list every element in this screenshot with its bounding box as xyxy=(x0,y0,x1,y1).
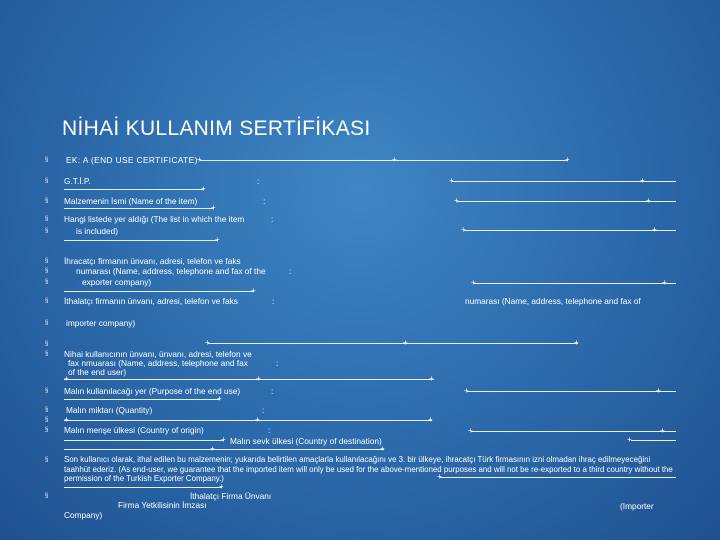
origin-label: Malın menşe ülkesi (Country of origin) xyxy=(64,425,204,435)
exporter-label-cont: exporter company) xyxy=(82,277,152,287)
bullet: § xyxy=(45,157,49,163)
plus-mark: + xyxy=(471,278,476,287)
importer-paren-label: (Importer xyxy=(620,501,654,511)
plus-mark: + xyxy=(646,196,651,205)
plus-mark: + xyxy=(219,482,224,491)
bullet: § xyxy=(45,407,49,413)
fill-line xyxy=(64,420,432,421)
declaration-text: Son kullanıcı olarak, ithal edilen bu malzemenin; yukarıda belirtilen amaçlarla kullanılacağını ve 3. bir ülkeye, ihracatçı Türk firmasının izni olmadan ihraç edilmeyeceğini taahhüt ederiz. (As end-user, we guarantee that the imported item will only be used for the above-mentioned purposes and will not be re-exported to a third country without the permission of the Turkish Exporter Company.) xyxy=(64,455,673,484)
item-name-label: Malzemenin İsmi (Name of the item) xyxy=(64,196,198,206)
bullet: § xyxy=(45,493,49,499)
colon: : xyxy=(271,386,274,396)
bullet: § xyxy=(45,279,49,285)
bullet: § xyxy=(45,298,49,304)
end-user-label-cont: fax nmuarası (Name, address, telephone and fax xyxy=(68,358,248,368)
plus-mark: + xyxy=(464,386,469,395)
plus-mark: + xyxy=(627,435,632,444)
fill-line xyxy=(200,160,568,161)
fill-line xyxy=(64,208,214,209)
fill-line xyxy=(64,440,224,441)
gtip-label: G.T.İ.P. xyxy=(64,176,91,186)
colon: : xyxy=(272,296,275,306)
plus-mark: + xyxy=(468,426,473,435)
fill-line xyxy=(464,230,676,231)
destination-label: Malın sevk ülkesi (Country of destination) xyxy=(230,436,382,446)
colon: : xyxy=(263,196,266,206)
slide-title: NİHAİ KULLANIM SERTİFİKASI xyxy=(62,117,371,140)
plus-mark: + xyxy=(437,472,442,481)
colon: : xyxy=(289,266,292,276)
importer-label-cont: importer company) xyxy=(66,318,136,328)
plus-mark: + xyxy=(565,155,570,164)
company-paren-label: Company) xyxy=(64,510,103,520)
fill-line xyxy=(440,477,676,478)
plus-mark: + xyxy=(205,338,210,347)
fill-line xyxy=(64,399,220,400)
plus-mark: + xyxy=(656,386,661,395)
bullet: § xyxy=(45,457,49,463)
fill-line xyxy=(64,449,384,450)
fill-line xyxy=(457,201,676,202)
fill-line xyxy=(64,487,222,488)
plus-mark: + xyxy=(660,426,665,435)
plus-mark: + xyxy=(197,155,202,164)
importer-label-right: numarası (Name, address, telephone and fax of xyxy=(465,296,641,306)
bullet: § xyxy=(45,198,49,204)
plus-mark: + xyxy=(64,415,69,424)
fill-line xyxy=(467,391,676,392)
signature-label: Firma Yetkilisinin İmzası xyxy=(118,500,207,510)
exporter-label: İhracatçı firmanın ünvanı, adresi, telefon ve faks xyxy=(64,256,241,266)
plus-mark: + xyxy=(64,374,69,383)
bullet: § xyxy=(45,351,49,357)
plus-mark: + xyxy=(221,435,226,444)
plus-mark: + xyxy=(403,338,408,347)
plus-mark: + xyxy=(652,225,657,234)
fill-line xyxy=(64,240,218,241)
list-label: Hangi listede yer aldığı (The list in which the item xyxy=(64,214,245,224)
bullet: § xyxy=(45,427,49,433)
plus-mark: + xyxy=(217,394,222,403)
bullet: § xyxy=(45,417,49,423)
bullet: § xyxy=(45,268,49,274)
plus-mark: + xyxy=(251,286,256,295)
fill-line xyxy=(631,440,676,441)
fill-line xyxy=(64,189,204,190)
bullet: § xyxy=(45,320,49,326)
plus-mark: + xyxy=(429,374,434,383)
plus-mark: + xyxy=(211,203,216,212)
colon: : xyxy=(257,176,260,186)
exporter-label-cont: numarası (Name, address, telephone and fax of the xyxy=(76,266,266,276)
plus-mark: + xyxy=(461,225,466,234)
fill-line xyxy=(208,343,578,344)
plus-mark: + xyxy=(255,415,260,424)
list-label-cont: is included) xyxy=(76,226,118,236)
ek-label: EK: A (END USE CERTIFICATE) xyxy=(66,155,198,165)
plus-mark: + xyxy=(662,278,667,287)
plus-mark: + xyxy=(256,374,261,383)
bullet: § xyxy=(45,178,49,184)
plus-mark: + xyxy=(640,176,645,185)
plus-mark: + xyxy=(392,155,397,164)
bullet: § xyxy=(45,216,49,222)
plus-mark: + xyxy=(454,196,459,205)
end-user-label-cont: of the end user) xyxy=(68,367,127,377)
plus-mark: + xyxy=(428,415,433,424)
end-user-label: Nihai kullanıcının ünvanı, ünvanı, adresi, telefon ve xyxy=(64,349,252,359)
fill-line xyxy=(64,291,254,292)
plus-mark: + xyxy=(449,176,454,185)
fill-line xyxy=(474,283,676,284)
colon: : xyxy=(276,358,279,368)
fill-line xyxy=(471,431,676,432)
purpose-label: Malın kullanılacağı yer (Purpose of the end use) xyxy=(64,386,241,396)
plus-mark: + xyxy=(380,444,385,453)
plus-mark: + xyxy=(201,184,206,193)
importer-title-label: İthalatçı Firma Ünvanı xyxy=(190,491,272,501)
fill-line xyxy=(64,379,434,380)
bullet: § xyxy=(45,228,49,234)
bullet: § xyxy=(45,258,49,264)
importer-label: İthalatçı firmanın ünvanı, adresi, telefon ve faks xyxy=(64,296,238,306)
plus-mark: + xyxy=(210,444,215,453)
bullet: § xyxy=(45,388,49,394)
quantity-label: Malın miktarı (Quantity) xyxy=(66,405,153,415)
plus-mark: + xyxy=(574,338,579,347)
colon: : xyxy=(262,405,265,415)
bullet: § xyxy=(45,341,49,347)
plus-mark: + xyxy=(215,235,220,244)
colon: : xyxy=(268,425,271,435)
colon: : xyxy=(271,214,274,224)
